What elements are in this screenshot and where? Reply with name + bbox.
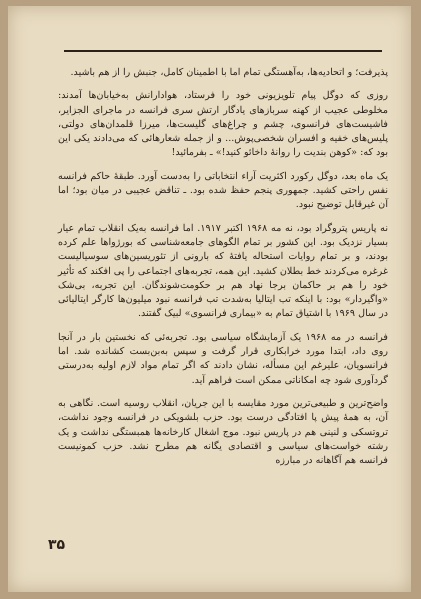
paragraph: واضح‌ترین و طبیعی‌ترین مورد مقایسه با این جریان، انقلاب روسیه است. نگاهی به آن، به همهٔ پیش پا افتادگی درست بود. حزب بلشویکی در فرانسه وجود نداشت، تروتسکی و لنینی هم در پاریس نبود. موج اشغال کارخانه‌ها همبستگی نداشت و یک رشته خواست‌های سیاسی و اقتصادی یگانه هم مطرح نشد. حزب کمونیست فرانسه هم آگاهانه در مبارزه [58, 397, 388, 467]
header-rule [64, 50, 382, 52]
paragraph: یک ماه بعد، دوگل رکورد اکثریت آراء انتخاباتی را به‌دست آورد. طبقهٔ حاکم فرانسه نفس راحتی کشید. جمهوری پنجم حفظ شده بود. ـ تناقض عجیبی در میان بود؛ اما آن غیرقابل توضیح نبود. [58, 170, 388, 211]
body-text [58, 66, 388, 477]
paragraph: روزی که دوگل پیام تلویزیونی خود را فرستاد، هوادارانش به‌خیابان‌ها آمدند: مخلوطی عجیب از کهنه سربازهای یادگار ارتش سری فرانسه در ماجرای الجزایر، فاشیست‌های فرانسوی، چشم و چراغ‌های گلیست‌ها، میرزا قلمدان‌های دولتی، پلیس‌های خفیه و افسران شخصی‌پوش... و از جمله شعارهائی که می‌دادند یکی این بود که: «کوهن بندیت را روانهٔ داخائو کنید!» ـ بفرمائید! [58, 90, 388, 159]
book-page [8, 6, 411, 592]
paragraph: نه پاریس پتروگراد بود، نه مه ۱۹۶۸ اکتبر ۱۹۱۷. اما فرانسه به‌یک انقلاب تمام عیار بسیار نزدیک بود. این کشور بر تمام الگوهای جامعه‌شناسی که بورژواها علم کرده بودند، و بر تمام روایات استحاله یافتهٔ که بارونی از تئوریسین‌های سوسیالیست غرغره می‌کردند خط بطلان کشید. این همه، تجربه‌های اجتماعی را پی افکند که تأثیر خود را هم بر حاکمان برجا نهاد هم بر حکومت‌شوندگان. این تجربه، بی‌شک «واگیردار» بود: با اینکه تب ایتالیا به‌شدت تب فرانسه نبود میلیون‌ها کارگر ایتالیائی در سال ۱۹۶۹ با اشتیاق تمام به «بیماری فرانسوی» لبیک گفتند. [58, 222, 388, 320]
paragraph: فرانسه در مه ۱۹۶۸ یک آزمایشگاه سیاسی بود. تجربه‌ئی که نخستین بار در آنجا روی داد، ابتدا مورد خرابکاری قرار گرفت و سپس به‌بن‌بست کشانده شد. اما فرانسویان، علیرغم این مسأله، نشان دادند که اگر تمام مواد لازم اولیه به‌درستی گردآوری شود چه امکاناتی ممکن است فراهم آید. [58, 331, 388, 386]
paragraph: پذیرفت؛ و اتحادیه‌ها، به‌آهستگی تمام اما با اطمینان کامل، جنبش را از هم باشید. [70, 67, 388, 78]
page-number: ۳۵ [48, 537, 66, 553]
